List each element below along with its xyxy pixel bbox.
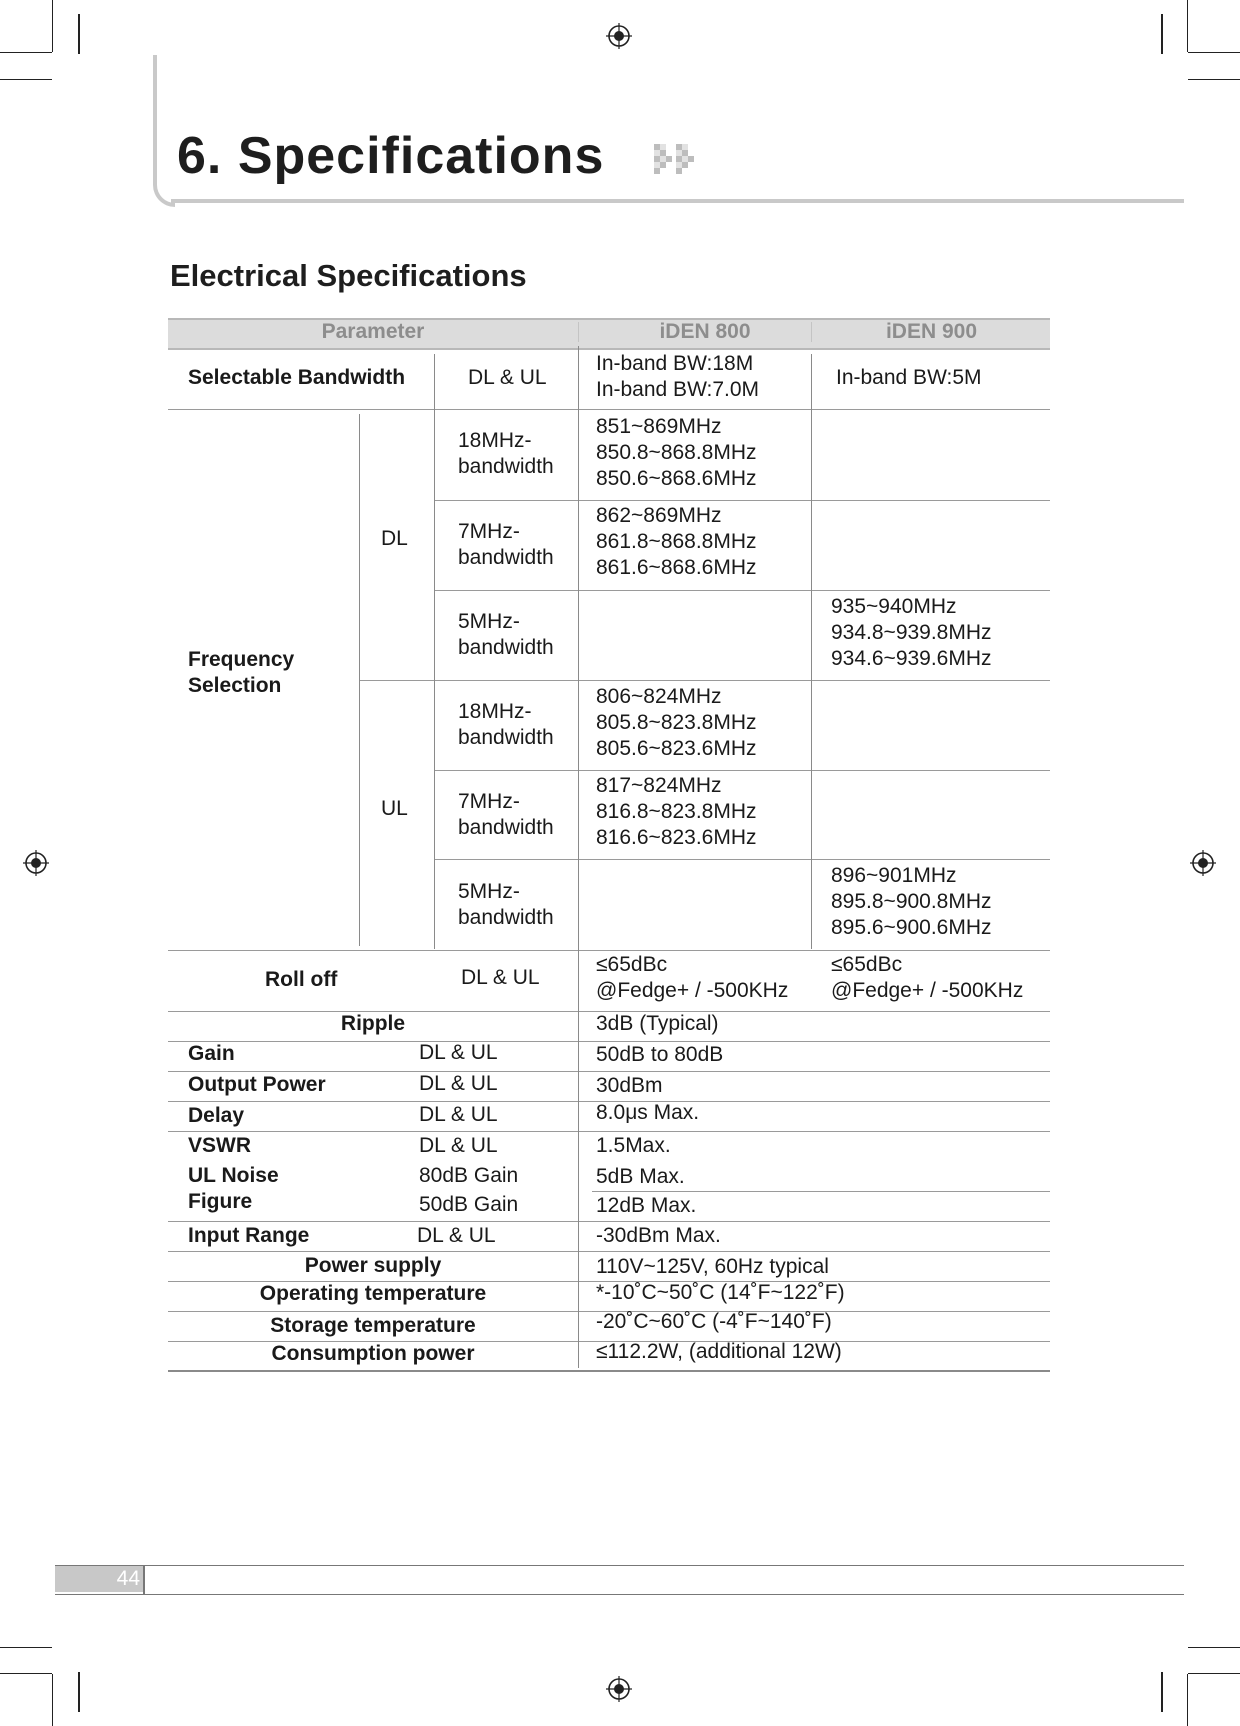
crop-mark	[52, 1674, 53, 1726]
freq-value-800: 806~824MHz 805.8~823.8MHz 805.6~823.6MHz	[596, 685, 757, 760]
row-divider	[434, 500, 1050, 501]
label-frequency-selection: Frequency Selection	[188, 648, 295, 697]
row-divider	[592, 1191, 1050, 1192]
bandwidth-label: 5MHz- bandwidth	[458, 610, 554, 659]
value-noise-50db: 12dB Max.	[596, 1194, 697, 1217]
crop-mark	[1188, 79, 1240, 80]
value-operating-temperature: *-10˚C~50˚C (14˚F~122˚F)	[596, 1281, 845, 1304]
value-noise-80db: 5dB Max.	[596, 1165, 685, 1188]
crop-mark	[78, 14, 80, 54]
value-output-power: 30dBm	[596, 1074, 663, 1097]
crop-mark	[78, 1672, 80, 1712]
bandwidth-label: 18MHz- bandwidth	[458, 700, 554, 749]
label-selectable-bandwidth: Selectable Bandwidth	[188, 366, 406, 389]
label-ul-noise-figure: UL Noise Figure	[188, 1164, 279, 1213]
label-output-power: Output Power	[188, 1073, 326, 1096]
crop-mark	[0, 52, 52, 53]
crop-mark	[0, 1647, 52, 1648]
mode-noise-50db: 50dB Gain	[419, 1193, 519, 1216]
crop-mark	[1187, 0, 1188, 52]
bandwidth-label: 7MHz- bandwidth	[458, 520, 554, 569]
label-storage-temperature: Storage temperature	[270, 1314, 476, 1337]
double-chevron-icon	[654, 144, 702, 184]
footer-rule	[55, 1565, 1184, 1566]
row-divider	[168, 409, 1050, 410]
label-operating-temperature: Operating temperature	[259, 1282, 487, 1305]
header-frame	[153, 55, 175, 207]
crop-mark	[1161, 1672, 1163, 1712]
label-dl: DL	[381, 527, 408, 550]
value-vswr: 1.5Max.	[596, 1134, 671, 1157]
label-gain: Gain	[188, 1042, 235, 1065]
header-divider	[578, 322, 579, 342]
table-bottom-rule	[168, 1370, 1050, 1372]
value-delay: 8.0μs Max.	[596, 1101, 700, 1124]
mode-roll-off: DL & UL	[461, 966, 540, 989]
row-divider	[168, 1221, 1050, 1222]
crop-mark	[0, 1673, 52, 1674]
mode-delay: DL & UL	[419, 1103, 498, 1126]
mode-selectable-bandwidth: DL & UL	[468, 366, 547, 389]
freq-value-800: 851~869MHz 850.8~868.8MHz 850.6~868.6MHz	[596, 415, 757, 490]
crop-mark	[1188, 1647, 1240, 1648]
footer-rule	[55, 1594, 1184, 1595]
mode-vswr: DL & UL	[419, 1134, 498, 1157]
column-divider	[578, 346, 579, 1368]
header-iden900: iDEN 900	[885, 320, 978, 343]
value-ripple: 3dB (Typical)	[596, 1012, 719, 1035]
row-divider	[434, 859, 1050, 860]
bandwidth-label: 18MHz- bandwidth	[458, 429, 554, 478]
label-delay: Delay	[188, 1104, 245, 1127]
label-power-supply: Power supply	[304, 1254, 442, 1277]
page-number: 44	[116, 1567, 140, 1590]
column-divider	[811, 354, 812, 949]
row-divider	[359, 680, 1050, 681]
label-vswr: VSWR	[188, 1134, 251, 1157]
mode-noise-80db: 80dB Gain	[419, 1164, 519, 1187]
value-storage-temperature: -20˚C~60˚C (-4˚F~140˚F)	[596, 1310, 832, 1333]
column-divider	[434, 354, 435, 949]
bandwidth-label: 7MHz- bandwidth	[458, 790, 554, 839]
freq-value-800: 862~869MHz 861.8~868.8MHz 861.6~868.6MHz	[596, 504, 757, 579]
registration-mark-icon	[1190, 850, 1216, 876]
freq-value-900: 896~901MHz 895.8~900.8MHz 895.6~900.6MHz	[831, 864, 992, 939]
column-divider	[359, 414, 360, 946]
value-consumption-power: ≤112.2W, (additional 12W)	[596, 1340, 842, 1363]
value-roll-off-800: ≤65dBc @Fedge+ / -500KHz	[596, 953, 789, 1002]
page-number-divider	[143, 1566, 145, 1594]
value-roll-off-900: ≤65dBc @Fedge+ / -500KHz	[831, 953, 1024, 1002]
label-input-range: Input Range	[188, 1224, 310, 1247]
crop-mark	[1188, 1673, 1240, 1674]
freq-value-900: 935~940MHz 934.8~939.8MHz 934.6~939.6MHz	[831, 595, 992, 670]
registration-mark-icon	[606, 1676, 632, 1702]
row-divider	[168, 1131, 1050, 1132]
crop-mark	[1161, 14, 1163, 54]
crop-mark	[0, 79, 52, 80]
label-consumption-power: Consumption power	[271, 1342, 475, 1365]
mode-input-range: DL & UL	[417, 1224, 496, 1247]
header-parameter: Parameter	[321, 320, 425, 343]
value-selectable-bandwidth-800: In-band BW:18M In-band BW:7.0M	[596, 352, 760, 401]
value-power-supply: 110V~125V, 60Hz typical	[596, 1255, 829, 1278]
row-divider	[434, 770, 1050, 771]
row-divider	[434, 590, 1050, 591]
header-iden800: iDEN 800	[659, 320, 751, 343]
label-ripple: Ripple	[340, 1012, 406, 1035]
registration-mark-icon	[23, 850, 49, 876]
header-divider	[811, 322, 812, 342]
mode-gain: DL & UL	[419, 1041, 498, 1064]
value-gain: 50dB to 80dB	[596, 1043, 724, 1066]
row-divider	[168, 950, 1050, 951]
value-selectable-bandwidth-900: In-band BW:5M	[836, 366, 982, 389]
page-title: 6. Specifications	[177, 127, 605, 185]
freq-value-800: 817~824MHz 816.8~823.8MHz 816.6~823.6MHz	[596, 774, 757, 849]
crop-mark	[52, 0, 53, 52]
value-input-range: -30dBm Max.	[596, 1224, 721, 1247]
bandwidth-label: 5MHz- bandwidth	[458, 880, 554, 929]
mode-output-power: DL & UL	[419, 1072, 498, 1095]
crop-mark	[1187, 1674, 1188, 1726]
crop-mark	[1188, 52, 1240, 53]
label-ul: UL	[381, 797, 408, 820]
label-roll-off: Roll off	[265, 968, 338, 991]
row-divider	[168, 1251, 1050, 1252]
header-rule	[171, 199, 1184, 203]
registration-mark-icon	[606, 23, 632, 49]
section-title: Electrical Specifications	[170, 258, 527, 293]
